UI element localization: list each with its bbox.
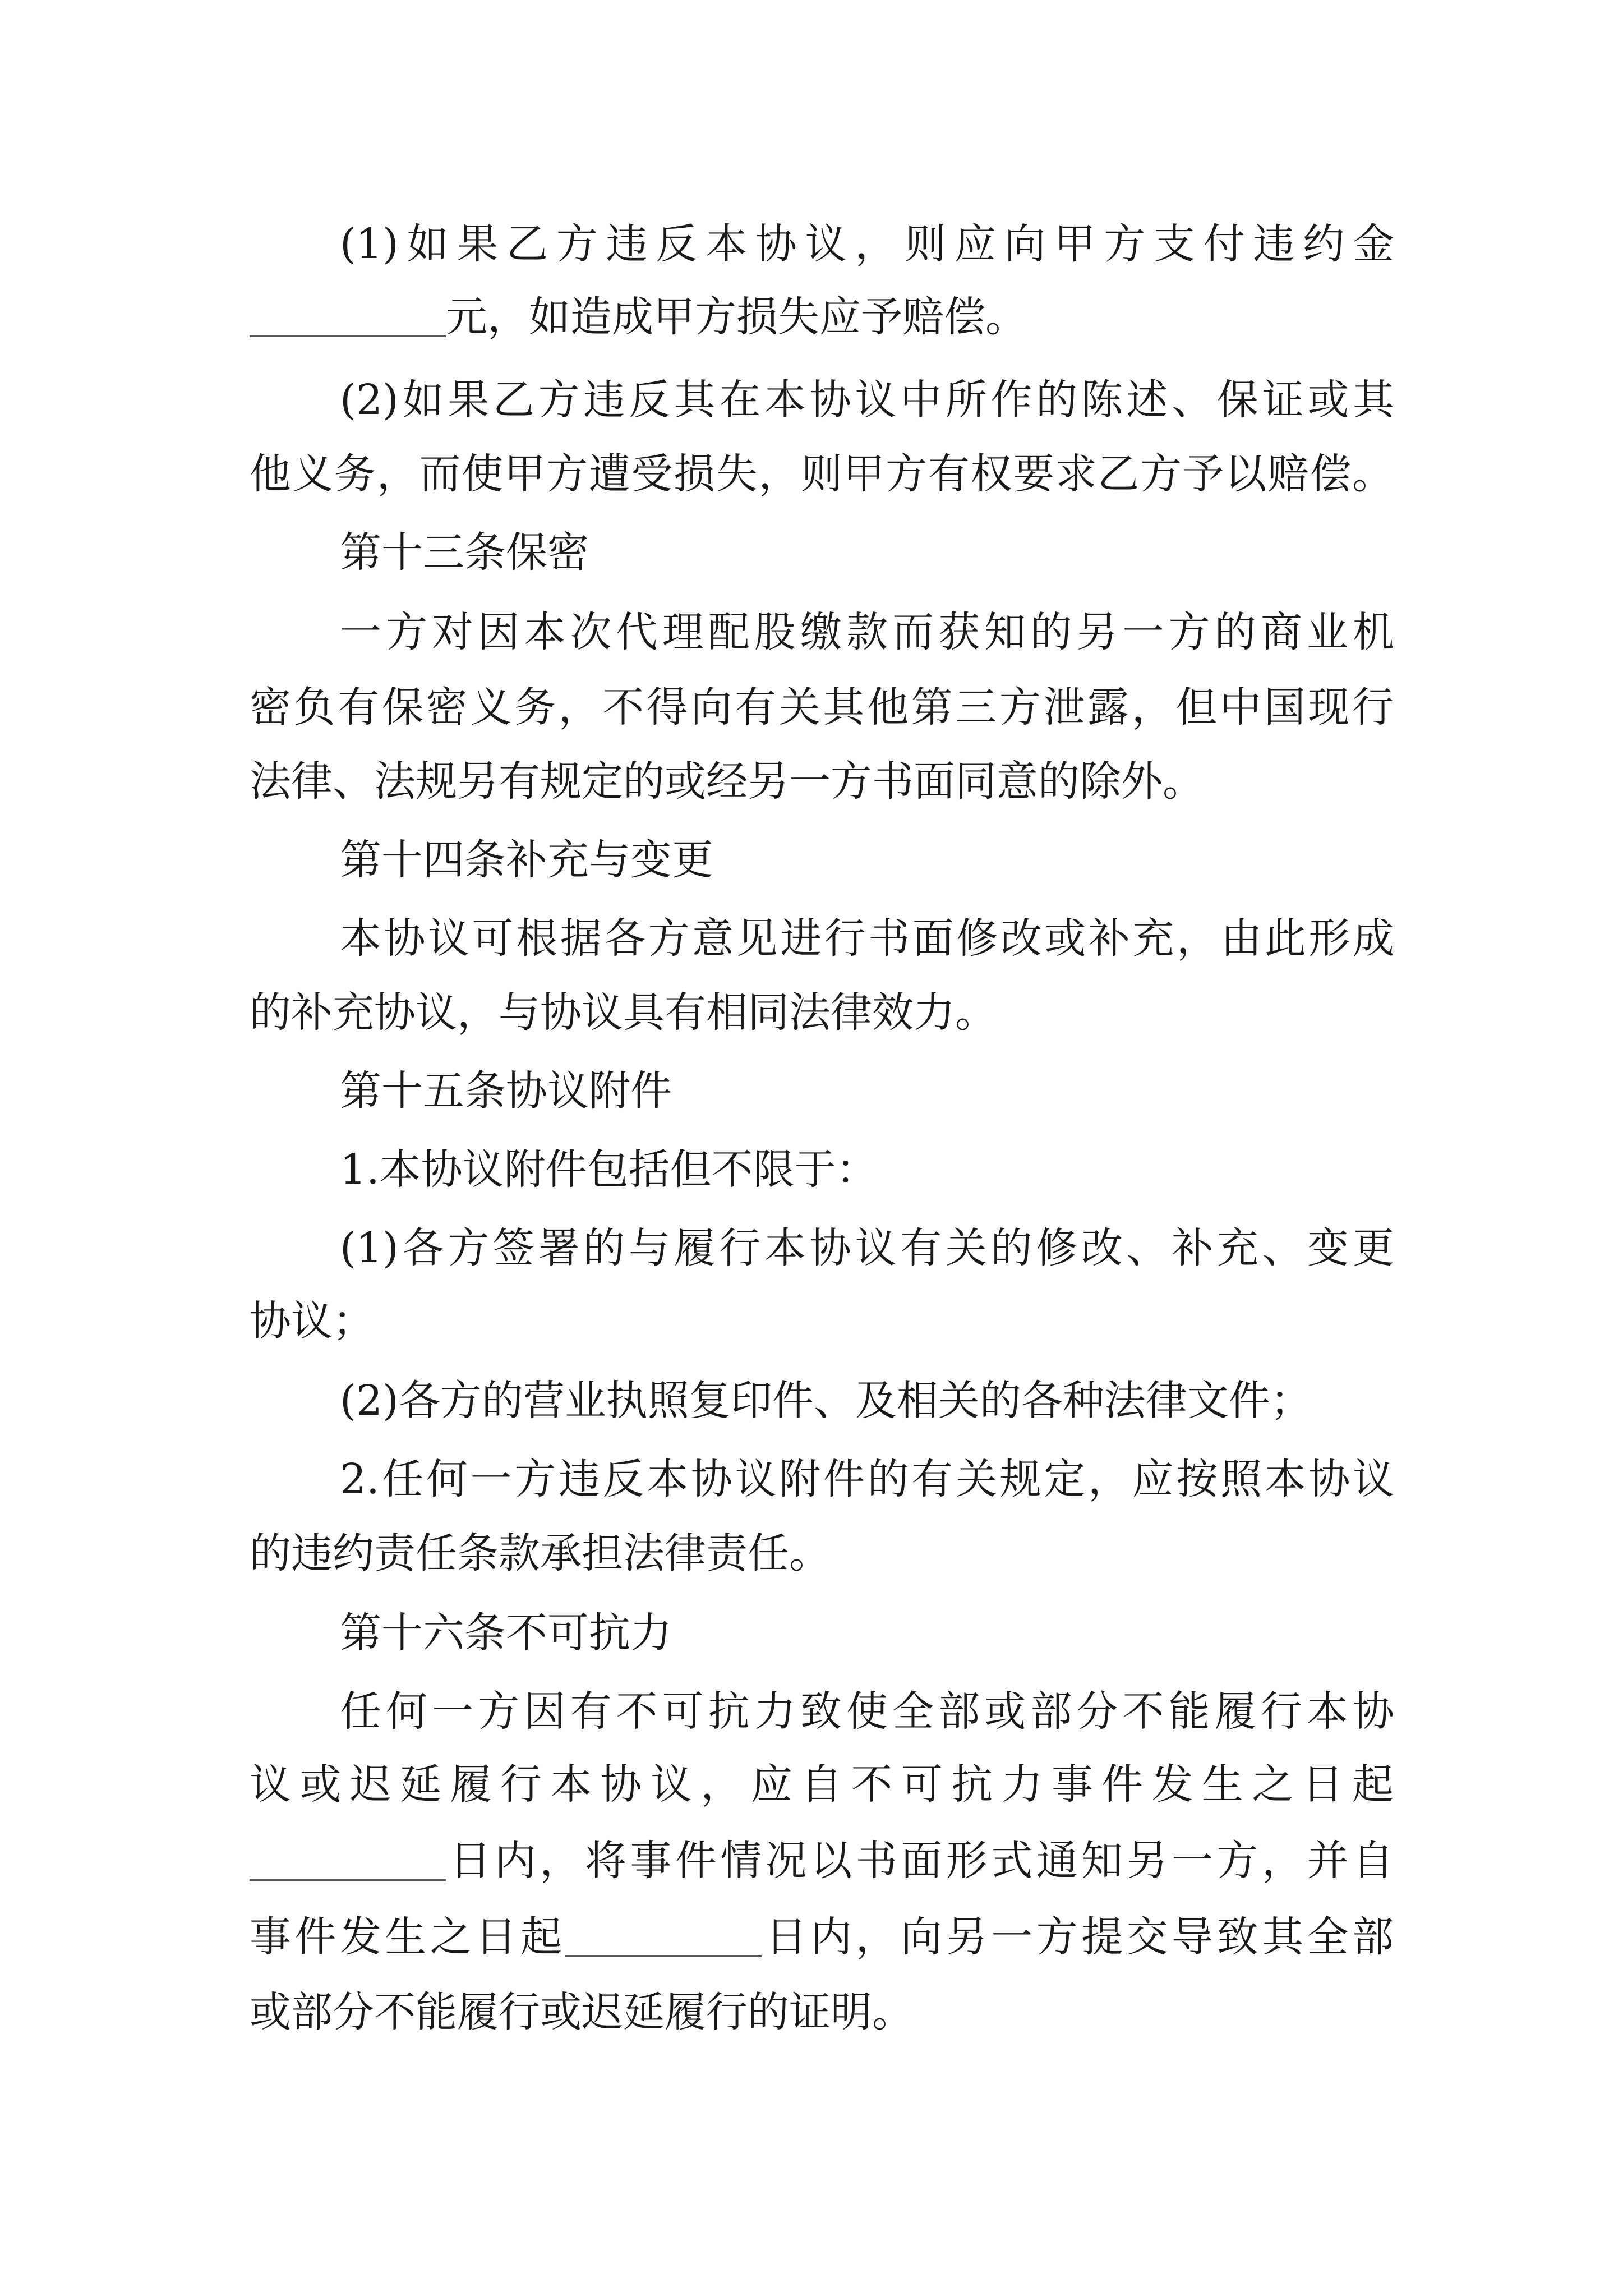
fill-in-blank bbox=[250, 1838, 446, 1881]
text-line bbox=[340, 208, 1394, 280]
line-text: 的补充协议，与协议具有相同法律效力。 bbox=[250, 988, 997, 1037]
heading-text: 第十四条补充与变更 bbox=[340, 836, 713, 884]
text-line bbox=[250, 1748, 1394, 1821]
heading-text: 第十三条保密 bbox=[340, 528, 589, 577]
line-text: 他义务，而使甲方遭受损失，则甲方有权要求乙方予以赔偿。 bbox=[250, 450, 1394, 498]
line-text: (1)如果乙方违反本协议，则应向甲方支付违约金 bbox=[340, 220, 1394, 268]
section-heading bbox=[340, 823, 1394, 896]
text-line bbox=[340, 902, 1394, 975]
text-line bbox=[250, 280, 1394, 353]
text-line bbox=[250, 671, 1394, 744]
text-line bbox=[340, 1133, 1394, 1206]
line-text: (2)如果乙方违反其在本协议中所作的陈述、保证或其 bbox=[340, 376, 1394, 424]
line-text: 1.本协议附件包括但不限于： bbox=[340, 1145, 878, 1194]
heading-text: 第十五条协议附件 bbox=[340, 1067, 672, 1115]
text-line bbox=[250, 976, 1394, 1049]
text-line bbox=[340, 1212, 1394, 1285]
line-text: 任何一方因有不可抗力致使全部或部分不能履行本协 bbox=[340, 1687, 1394, 1736]
text-line bbox=[250, 1901, 1394, 1973]
line-text: 事件发生之日起 bbox=[250, 1913, 566, 1961]
line-text: 日内，将事件情况以书面形式通知另一方，并自 bbox=[446, 1837, 1394, 1885]
line-text: 元，如造成甲方损失应予赔偿。 bbox=[446, 293, 1027, 341]
heading-text: 第十六条不可抗力 bbox=[340, 1609, 672, 1657]
text-line bbox=[340, 1675, 1394, 1748]
text-line bbox=[250, 1976, 1394, 2049]
text-line bbox=[250, 745, 1394, 818]
text-line bbox=[250, 438, 1394, 510]
line-text: 协议； bbox=[250, 1297, 374, 1345]
line-text: 法律、法规另有规定的或经另一方书面同意的除外。 bbox=[250, 757, 1204, 806]
text-line bbox=[340, 596, 1394, 669]
line-text: 议或迟延履行本协议，应自不可抗力事件发生之日起 bbox=[250, 1760, 1394, 1809]
section-heading bbox=[340, 516, 1394, 589]
text-line bbox=[340, 1443, 1394, 1516]
line-text: 的违约责任条款承担法律责任。 bbox=[250, 1529, 831, 1577]
section-heading bbox=[340, 1596, 1394, 1669]
line-text: 或部分不能履行或迟延履行的证明。 bbox=[250, 1988, 914, 2036]
line-text: 密负有保密义务，不得向有关其他第三方泄露，但中国现行 bbox=[250, 683, 1394, 731]
line-text: 日内，向另一方提交导致其全部 bbox=[762, 1913, 1394, 1961]
text-line bbox=[250, 1517, 1394, 1590]
text-line bbox=[250, 1285, 1394, 1358]
fill-in-blank bbox=[250, 294, 446, 337]
line-text: 本协议可根据各方意见进行书面修改或补充，由此形成 bbox=[340, 914, 1394, 963]
line-text: 2.任何一方违反本协议附件的有关规定，应按照本协议 bbox=[340, 1455, 1394, 1503]
text-line bbox=[340, 1364, 1394, 1437]
section-heading bbox=[340, 1055, 1394, 1128]
line-text: 一方对因本次代理配股缴款而获知的另一方的商业机 bbox=[340, 608, 1394, 656]
fill-in-blank bbox=[565, 1914, 762, 1957]
line-text: (1)各方签署的与履行本协议有关的修改、补充、变更 bbox=[340, 1224, 1394, 1272]
text-line bbox=[250, 1824, 1394, 1897]
line-text: (2)各方的营业执照复印件、及相关的各种法律文件； bbox=[340, 1377, 1312, 1425]
text-line bbox=[340, 364, 1394, 436]
